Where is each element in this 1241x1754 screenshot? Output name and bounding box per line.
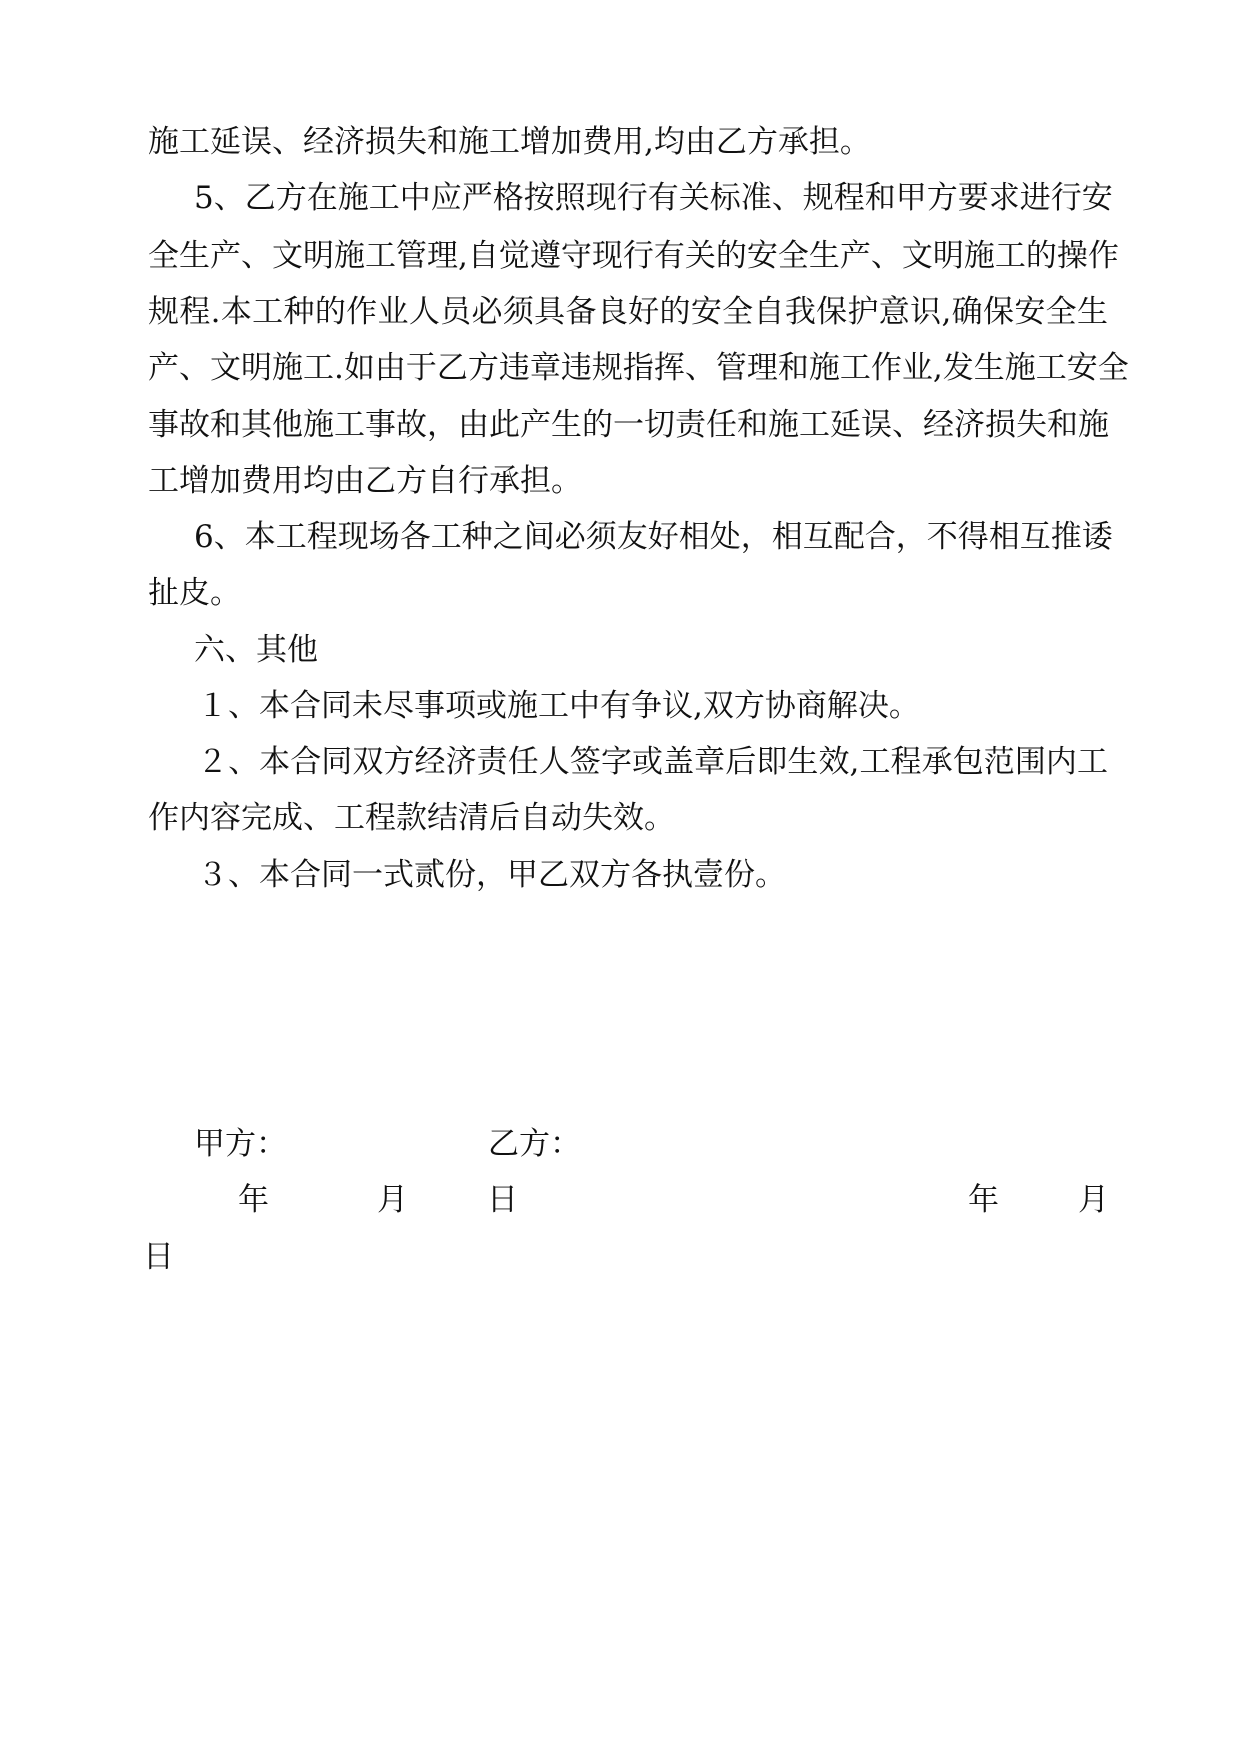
clause-other-2: ２、本合同双方经济责任人签字或盖章后即生效,工程承包范围内工 — [197, 744, 1108, 780]
paragraph-line: 事故和其他施工事故，由此产生的一切责任和施工延误、经济损失和施 — [148, 407, 1109, 443]
section-heading-other: 六、其他 — [194, 632, 318, 668]
party-b-label: 乙方： — [488, 1126, 581, 1162]
paragraph-line: 全生产、文明施工管理,自觉遵守现行有关的安全生产、文明施工的操作 — [148, 238, 1119, 274]
clause-5-line: 5、乙方在施工中应严格按照现行有关标准、规程和甲方要求进行安 — [194, 180, 1113, 216]
party-a-year: 年 — [238, 1182, 269, 1218]
paragraph-line: 工增加费用均由乙方自行承担。 — [148, 463, 582, 499]
party-a-label: 甲方： — [194, 1126, 287, 1162]
party-a-month: 月 — [377, 1182, 408, 1218]
paragraph-line: 规程.本工种的作业人员必须具备良好的安全自我保护意识,确保安全生 — [148, 294, 1108, 330]
paragraph-line: 产、文明施工.如由于乙方违章违规指挥、管理和施工作业,发生施工安全 — [148, 350, 1129, 386]
party-b-year: 年 — [968, 1182, 999, 1218]
clause-other-1: １、本合同未尽事项或施工中有争议,双方协商解决。 — [197, 688, 920, 724]
party-b-month: 月 — [1078, 1182, 1109, 1218]
paragraph-line: 施工延误、经济损失和施工增加费用,均由乙方承担。 — [148, 124, 871, 160]
clause-6-line: 6、本工程现场各工种之间必须友好相处，相互配合，不得相互推诿 — [194, 519, 1113, 555]
paragraph-line: 扯皮。 — [148, 575, 241, 611]
party-a-day: 日 — [487, 1182, 518, 1218]
paragraph-line: 作内容完成、工程款结清后自动失效。 — [148, 800, 675, 836]
clause-other-3: ３、本合同一式贰份，甲乙双方各执壹份。 — [197, 857, 786, 893]
party-b-day: 日 — [143, 1239, 174, 1275]
